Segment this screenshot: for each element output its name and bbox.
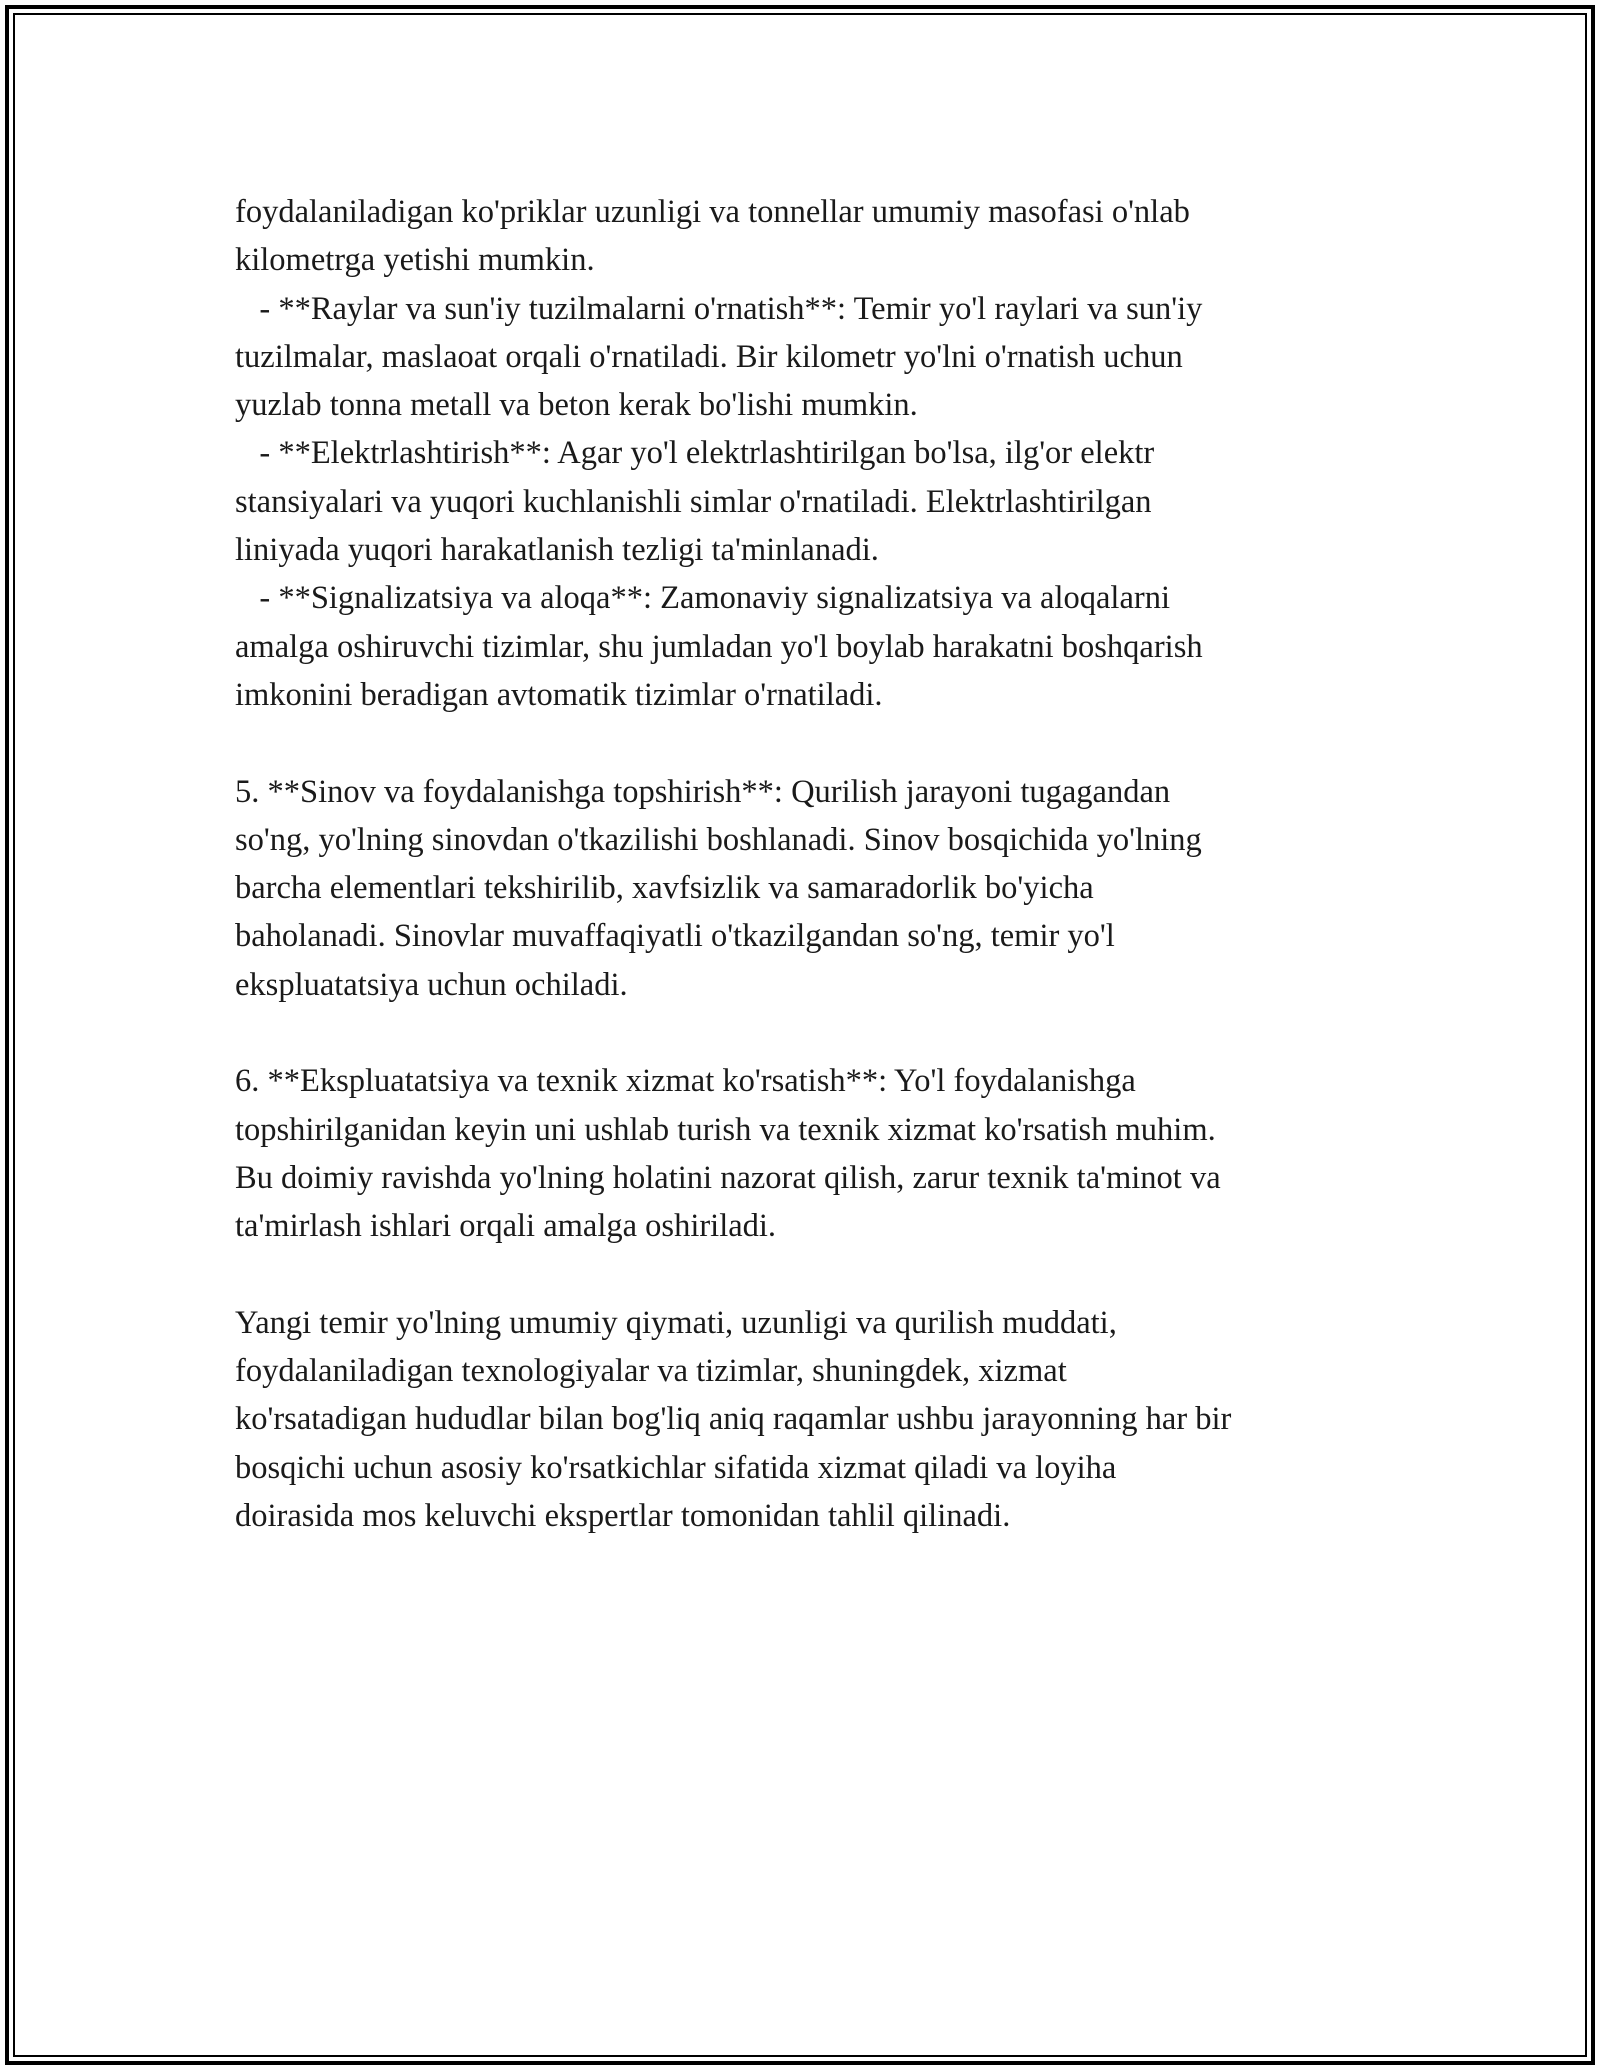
text-line: ko'rsatadigan hududlar bilan bog'liq aniq raqamlar ushbu jarayonning har bir — [235, 1401, 1232, 1438]
text-line: ekspluatatsiya uchun ochiladi. — [235, 966, 628, 1003]
text-line: 6. **Ekspluatatsiya va texnik xizmat ko'rsatish**: Yo'l foydalanishga — [235, 1063, 1136, 1100]
text-line: baholanadi. Sinovlar muvaffaqiyatli o'tkazilgandan so'ng, temir yo'l — [235, 918, 1115, 955]
text-line: foydalaniladigan texnologiyalar va tizimlar, shuningdek, xizmat — [235, 1353, 1067, 1390]
text-line: so'ng, yo'lning sinovdan o'tkazilishi boshlanadi. Sinov bosqichida yo'lning — [235, 821, 1202, 858]
text-line: ta'mirlash ishlari orqali amalga oshiriladi. — [235, 1208, 777, 1245]
text-line: topshirilganidan keyin uni ushlab turish va texnik xizmat ko'rsatish muhim. — [235, 1111, 1216, 1148]
text-line: liniyada yuqori harakatlanish tezligi ta'minlanadi. — [235, 532, 879, 569]
text-line: amalga oshiruvchi tizimlar, shu jumladan yo'l boylab harakatni boshqarish — [235, 628, 1203, 665]
text-line: yuzlab tonna metall va beton kerak bo'lishi mumkin. — [235, 387, 918, 424]
text-line: - **Elektrlashtirish**: Agar yo'l elektrlashtirilgan bo'lsa, ilg'or elektr — [235, 435, 1155, 472]
text-line: tuzilmalar, maslaoat orqali o'rnatiladi. Bir kilometr yo'lni o'rnatish uchun — [235, 338, 1183, 375]
text-line: barcha elementlari tekshirilib, xavfsizlik va samaradorlik bo'yicha — [235, 870, 1094, 907]
paragraph-construction-steps — [235, 188, 1395, 719]
text-line: stansiyalari va yuqori kuchlanishli simlar o'rnatiladi. Elektrlashtirilgan — [235, 483, 1152, 520]
paragraph-testing-commissioning — [235, 768, 1395, 1009]
text-line: Bu doimiy ravishda yo'lning holatini nazorat qilish, zarur texnik ta'minot va — [235, 1159, 1221, 1196]
document-body — [235, 188, 1395, 1540]
text-line: kilometrga yetishi mumkin. — [235, 242, 595, 279]
text-line: - **Signalizatsiya va aloqa**: Zamonaviy signalizatsiya va aloqalarni — [235, 580, 1170, 617]
paragraph-operation-maintenance — [235, 1057, 1395, 1250]
paragraph-summary — [235, 1299, 1395, 1540]
text-line: - **Raylar va sun'iy tuzilmalarni o'rnatish**: Temir yo'l raylari va sun'iy — [235, 290, 1203, 327]
text-line: 5. **Sinov va foydalanishga topshirish**: Qurilish jarayoni tugagandan — [235, 773, 1171, 810]
text-line: bosqichi uchun asosiy ko'rsatkichlar sifatida xizmat qiladi va loyiha — [235, 1449, 1117, 1486]
text-line: imkonini beradigan avtomatik tizimlar o'rnatiladi. — [235, 676, 883, 713]
text-line: doirasida mos keluvchi ekspertlar tomonidan tahlil qilinadi. — [235, 1498, 1011, 1535]
text-line: Yangi temir yo'lning umumiy qiymati, uzunligi va qurilish muddati, — [235, 1304, 1117, 1341]
text-line: foydalaniladigan ko'priklar uzunligi va tonnellar umumiy masofasi o'nlab — [235, 194, 1190, 230]
